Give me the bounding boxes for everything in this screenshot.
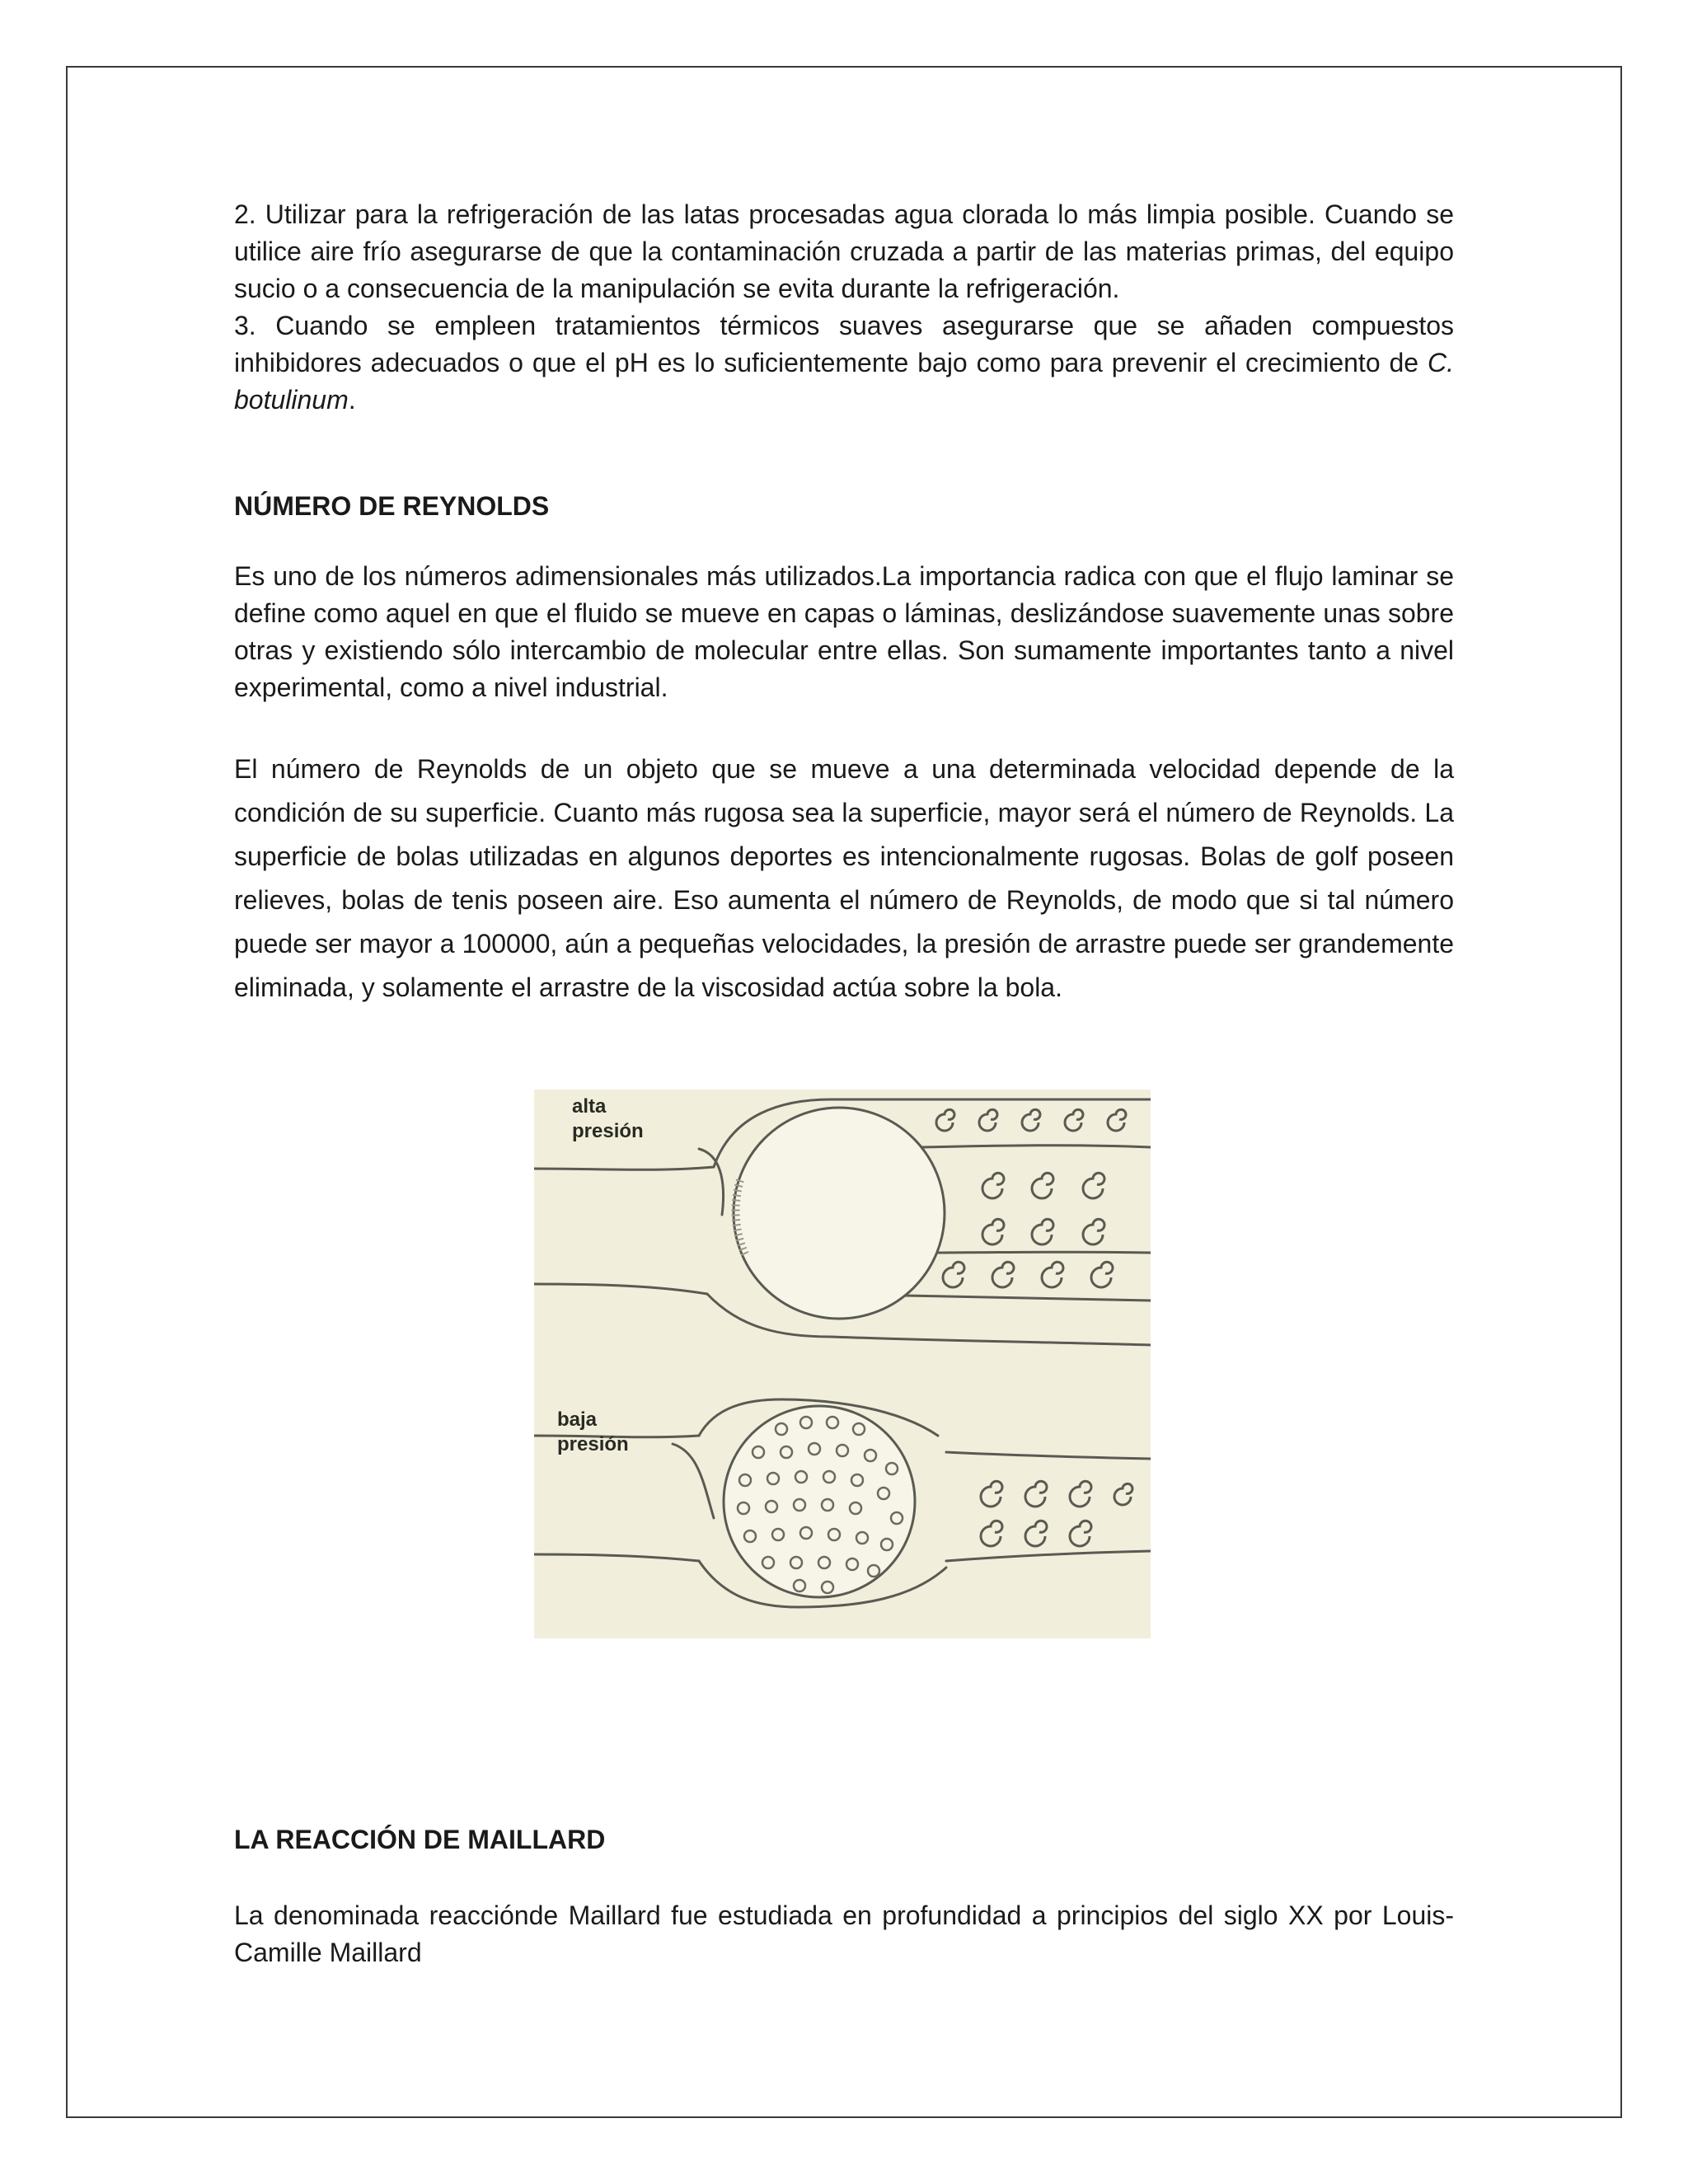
recommendation-2: 2. Utilizar para la refrigeración de las latas procesadas agua clorada lo más limpia posible. Cuando se utilice aire frío asegurarse de que la contaminación cruzada a partir de las materias primas, del equipo sucio o a consecuencia de la manipulación se evita durante la refrigeración. (234, 199, 1454, 303)
recommendation-3-end: . (348, 385, 356, 415)
recommendations-block (234, 196, 1454, 419)
label-low-pressure-line2: presión (557, 1433, 629, 1455)
flow-diagram (534, 1090, 1151, 1638)
reynolds-intro (234, 558, 1454, 706)
smooth-ball (734, 1108, 945, 1319)
label-high-pressure-line2: presión (572, 1120, 644, 1142)
maillard-section-title (234, 1821, 1454, 1858)
reynolds-section-title (234, 488, 1454, 525)
recommendation-3-text: 3. Cuando se empleen tratamientos térmicos suaves asegurarse que se añaden compuestos inhibidores adecuados o que el pH es lo suficientemente bajo como para prevenir el crecimiento de (234, 311, 1454, 377)
reynolds-paragraph-1: Es uno de los números adimensionales más utilizados.La importancia radica con que el flujo laminar se define como aquel en que el fluido se mueve en capas o láminas, deslizándose suavemente unas sobre otras y existiendo sólo intercambio de molecular entre ellas. Son sumamente importantes tanto a nivel experimental, como a nivel industrial. (234, 561, 1454, 702)
maillard-intro (234, 1897, 1454, 1971)
reynolds-heading: NÚMERO DE REYNOLDS (234, 491, 550, 521)
dimpled-ball (724, 1406, 915, 1597)
label-high-pressure-line1: alta (572, 1095, 607, 1118)
maillard-paragraph-1: La denominada reaccióndе Maillard fue estudiada en profundidad a principios del siglo XX por Louis-Camille Maillard (234, 1900, 1454, 1967)
wake-boundary-top-2 (921, 1252, 1151, 1253)
recommendation-3 (234, 307, 1454, 419)
label-low-pressure-line1: baja (557, 1408, 598, 1431)
organism-name: C. botulinum (234, 348, 1454, 415)
reynolds-paragraph-2: El número de Reynolds de un objeto que se mueve a una determinada velocidad depende de la condición de su superficie. Cuanto más rugosa sea la superficie, mayor será el número de Reynolds. La superficie de bolas utilizadas en algunos deportes es intencionalmente rugosas. Bolas de golf poseen relieves, bolas de tenis poseen aire. Eso aumenta el número de Reynolds, de modo que si tal número puede ser mayor a 100000, aún a pequeñas velocidades, la presión de arrastre puede ser grandemente eliminada, y solamente el arrastre de la viscosidad actúa sobre la bola. (234, 754, 1454, 1002)
reynolds-explanation (234, 748, 1454, 1010)
maillard-heading: LA REACCIÓN DE MAILLARD (234, 1825, 606, 1854)
